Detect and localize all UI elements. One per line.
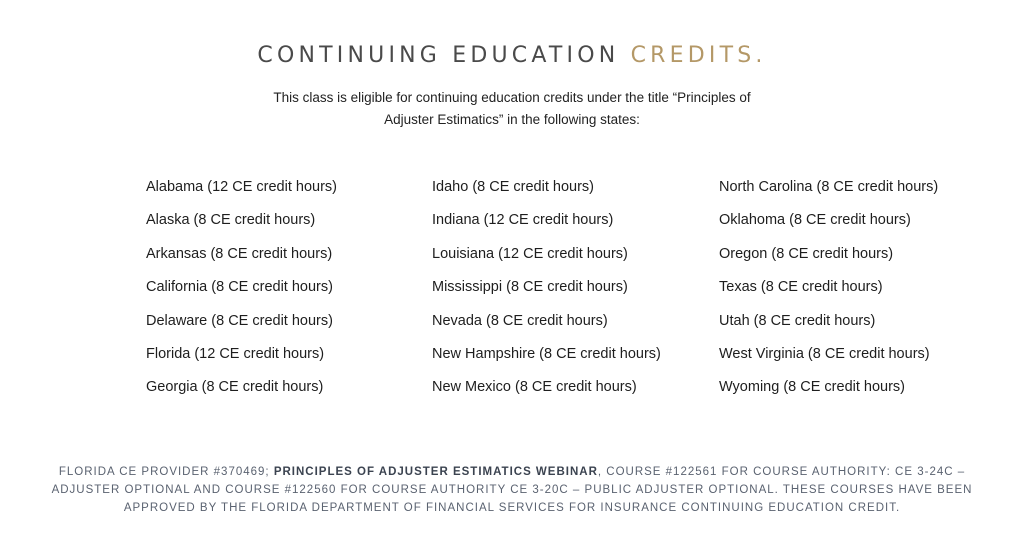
state-item: Delaware (8 CE credit hours) [146, 312, 333, 329]
states-column-3 [719, 176, 938, 410]
webinar-title: PRINCIPLES OF ADJUSTER ESTIMATICS WEBINAR [273, 465, 598, 478]
state-item: Indiana (12 CE credit hours) [432, 212, 614, 229]
state-item: Georgia (8 CE credit hours) [146, 379, 324, 396]
states-column-1 [146, 176, 337, 410]
state-item: Idaho (8 CE credit hours) [432, 179, 594, 195]
heading-main: CONTINUING EDUCATION [257, 43, 620, 69]
state-item: New Hampshire (8 CE credit hours) [432, 345, 661, 362]
provider-disclaimer [40, 463, 984, 517]
state-item: North Carolina (8 CE credit hours) [719, 179, 939, 195]
state-item: California (8 CE credit hours) [146, 279, 333, 296]
state-item: Wyoming (8 CE credit hours) [719, 379, 906, 396]
states-column-2 [432, 176, 661, 410]
disclaimer-prefix: FLORIDA CE PROVIDER #370469; [58, 465, 274, 478]
state-item: New Mexico (8 CE credit hours) [432, 379, 637, 396]
state-item: Texas (8 CE credit hours) [719, 279, 883, 296]
heading-accent: CREDITS. [630, 43, 767, 69]
state-item: Alaska (8 CE credit hours) [146, 212, 316, 229]
intro-text: This class is eligible for continuing education credits under the title “Principles of Adjuster Estimatics” in the following states: [273, 89, 751, 127]
states-list [0, 176, 1024, 416]
state-item: Utah (8 CE credit hours) [719, 312, 876, 329]
state-item: Oregon (8 CE credit hours) [719, 245, 894, 262]
disclaimer-body: , COURSE #122561 FOR COURSE AUTHORITY: CE 3-24C – ADJUSTER OPTIONAL AND COURSE #122560 FOR COURSE AUTHORITY CE 3-20C – PUBLIC ADJUSTER OPTIONAL. THESE COURSES HAVE BEEN APPROVED BY THE FLORIDA DEPARTMENT OF FINANCIAL SERVICES FOR INSURANCE CONTINUING EDUCATION CREDIT. [51, 465, 973, 514]
state-item: Arkansas (8 CE credit hours) [146, 245, 333, 262]
state-item: West Virginia (8 CE credit hours) [719, 345, 930, 362]
state-item: Alabama (12 CE credit hours) [146, 179, 337, 195]
state-item: Mississippi (8 CE credit hours) [432, 279, 628, 296]
state-item: Louisiana (12 CE credit hours) [432, 245, 628, 262]
state-item: Oklahoma (8 CE credit hours) [719, 212, 911, 229]
state-item: Florida (12 CE credit hours) [146, 345, 325, 362]
state-item: Nevada (8 CE credit hours) [432, 312, 608, 329]
section-heading [0, 43, 1024, 68]
